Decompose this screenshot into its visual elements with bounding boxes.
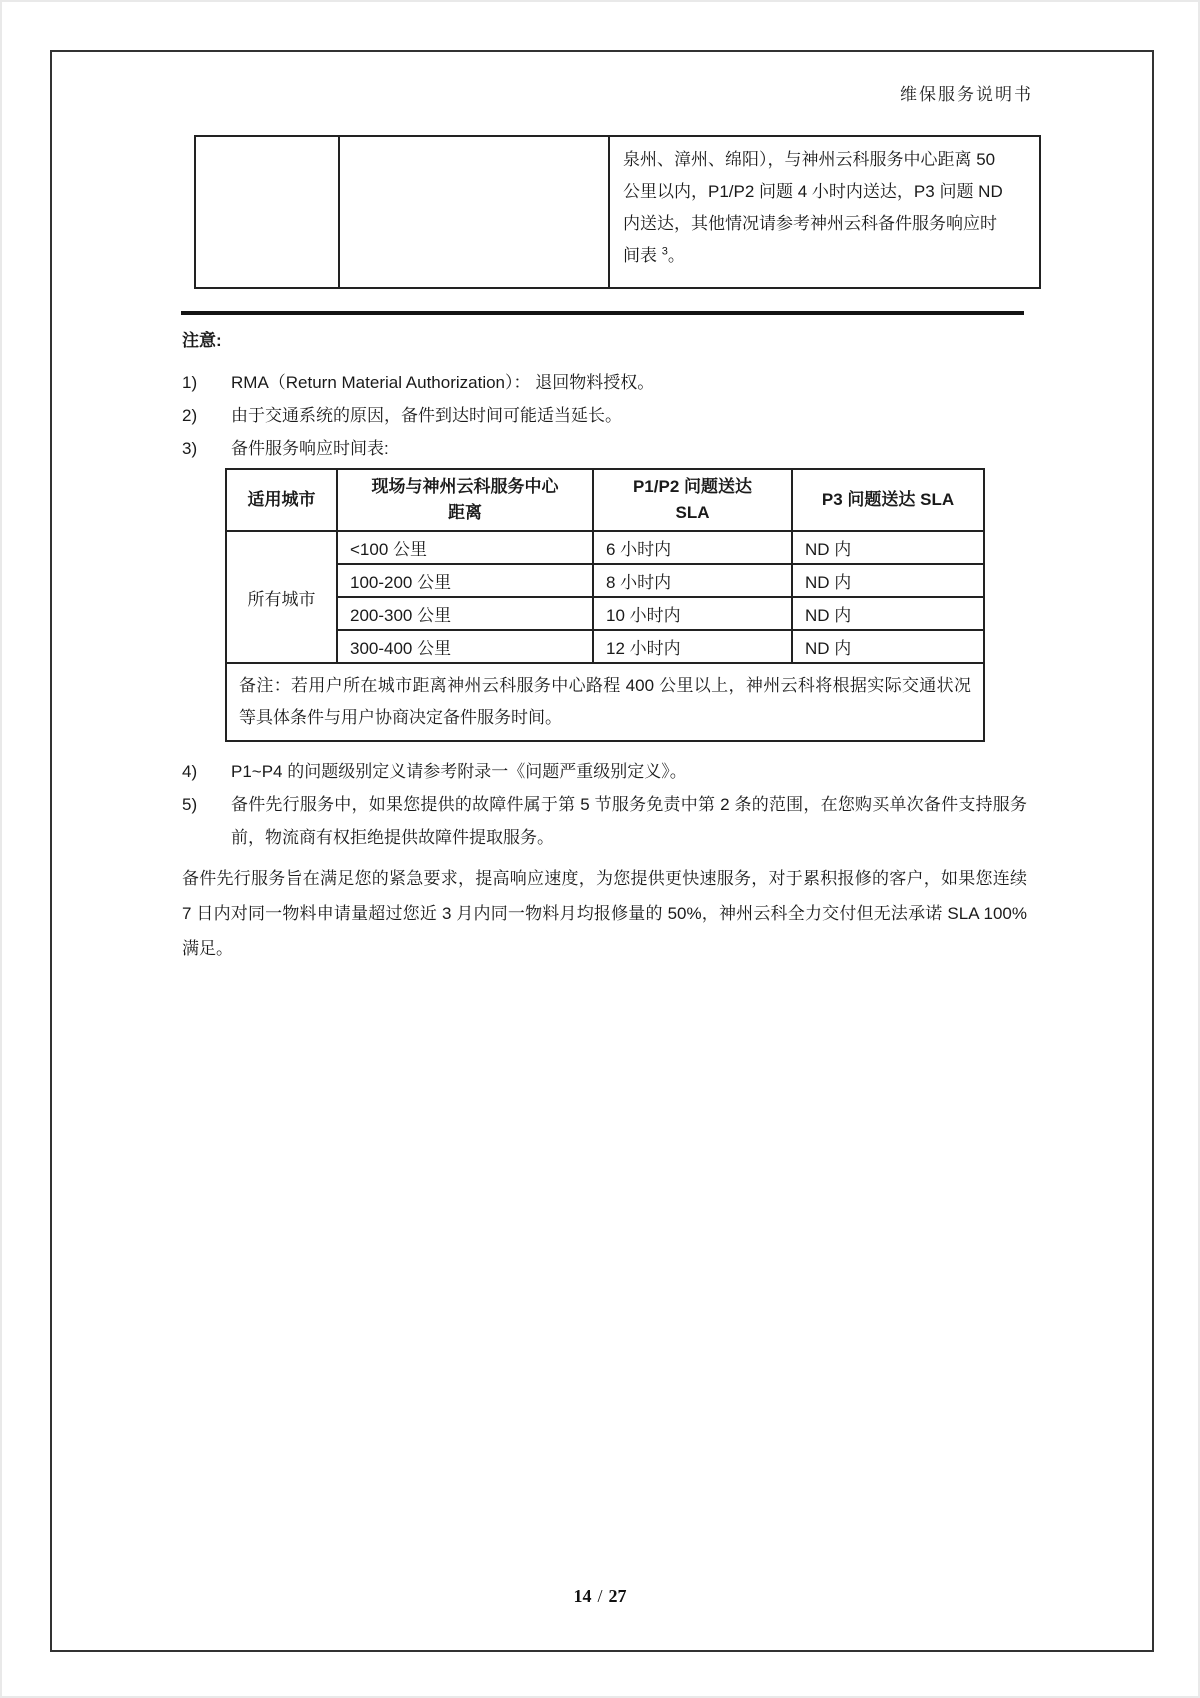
sla-note-row [226, 663, 984, 741]
note-text: 备件服务响应时间表: [231, 439, 389, 458]
cell-text-line: 泉州、漳州、绵阳），与神州云科服务中心距离 50 [623, 150, 996, 169]
notice-heading: 注意: [182, 331, 222, 350]
sla-note-text: 备注：若用户所在城市距离神州云科服务中心路程 400 公里以上，神州云科将根据实际交通状况等具体条件与用户协商决定备件服务时间。 [226, 663, 984, 741]
sla-response-time-table [225, 468, 985, 742]
sla-row [226, 564, 984, 597]
sla-cell-distance: 200-300 公里 [337, 597, 593, 630]
footer-current-page: 14 [573, 1586, 592, 1606]
cell-text-line: 公里以内，P1/P2 问题 4 小时内送达，P3 问题 ND [623, 182, 1003, 201]
note-item-5 [182, 788, 1027, 854]
footer-separator: / [597, 1586, 603, 1606]
note-text: 由于交通系统的原因，备件到达时间可能适当延长。 [231, 406, 622, 425]
section-divider-rule [181, 311, 1024, 315]
sla-cell-p1p2: 12 小时内 [593, 630, 792, 663]
continuation-cell-empty-2 [339, 136, 609, 288]
continuation-cell-text [609, 136, 1040, 288]
closing-paragraph: 备件先行服务旨在满足您的紧急要求，提高响应速度，为您提供更快速服务，对于累积报修的客户，如果您连续 7 日内对同一物料申请量超过您近 3 月内同一物料月均报修量的 50%，神州云科全力交付但无法承诺 SLA 100%满足。 [182, 869, 1027, 958]
note-number: 3) [182, 439, 198, 458]
footer-page-number [2, 1586, 1198, 1607]
sla-cell-p3: ND 内 [792, 564, 984, 597]
sla-header-p1p2: P1/P2 问题送达 SLA [593, 469, 792, 531]
note-item-2 [182, 399, 1027, 432]
sla-cell-p1p2: 10 小时内 [593, 597, 792, 630]
cell-text-line: 内送达，其他情况请参考神州云科备件服务响应时 [623, 214, 997, 233]
document-header-title: 维保服务说明书 [900, 85, 1033, 104]
sla-row [226, 597, 984, 630]
sla-cell-p3: ND 内 [792, 531, 984, 564]
notes-section [182, 329, 1027, 966]
sla-cell-distance: 100-200 公里 [337, 564, 593, 597]
note-number: 4) [182, 762, 198, 781]
footer-total-pages: 27 [608, 1586, 627, 1606]
sla-cell-p1p2: 8 小时内 [593, 564, 792, 597]
sla-header-row [226, 469, 984, 531]
note-item-1 [182, 366, 1027, 399]
note-item-3 [182, 432, 1027, 465]
sla-row [226, 630, 984, 663]
note-text: P1~P4 的问题级别定义请参考附录一《问题严重级别定义》。 [231, 762, 687, 781]
note-number: 1) [182, 373, 198, 392]
note-text: 备件先行服务中，如果您提供的故障件属于第 5 节服务免责中第 2 条的范围，在您购买单次备件支持服务前，物流商有权拒绝提供故障件提取服务。 [231, 795, 1027, 847]
sla-cell-city-merged: 所有城市 [226, 531, 337, 663]
continuation-table [194, 135, 1041, 289]
note-number: 5) [182, 795, 198, 814]
sla-row [226, 531, 984, 564]
note-number: 2) [182, 406, 198, 425]
continuation-table-row [195, 136, 1040, 288]
sla-header-p3: P3 问题送达 SLA [792, 469, 984, 531]
sla-cell-p3: ND 内 [792, 597, 984, 630]
sla-cell-distance: 300-400 公里 [337, 630, 593, 663]
note-text: RMA（Return Material Authorization）： 退回物料授权。 [231, 373, 655, 392]
sla-cell-distance: <100 公里 [337, 531, 593, 564]
sla-cell-p3: ND 内 [792, 630, 984, 663]
cell-text-line-last: 间表 $^3$。 [623, 245, 685, 265]
sla-header-distance: 现场与神州云科服务中心 距离 [337, 469, 593, 531]
sla-header-city: 适用城市 [226, 469, 337, 531]
footnote-superscript: 3 [661, 245, 668, 258]
continuation-cell-empty-1 [195, 136, 339, 288]
note-item-4 [182, 755, 1027, 788]
sla-cell-p1p2: 6 小时内 [593, 531, 792, 564]
